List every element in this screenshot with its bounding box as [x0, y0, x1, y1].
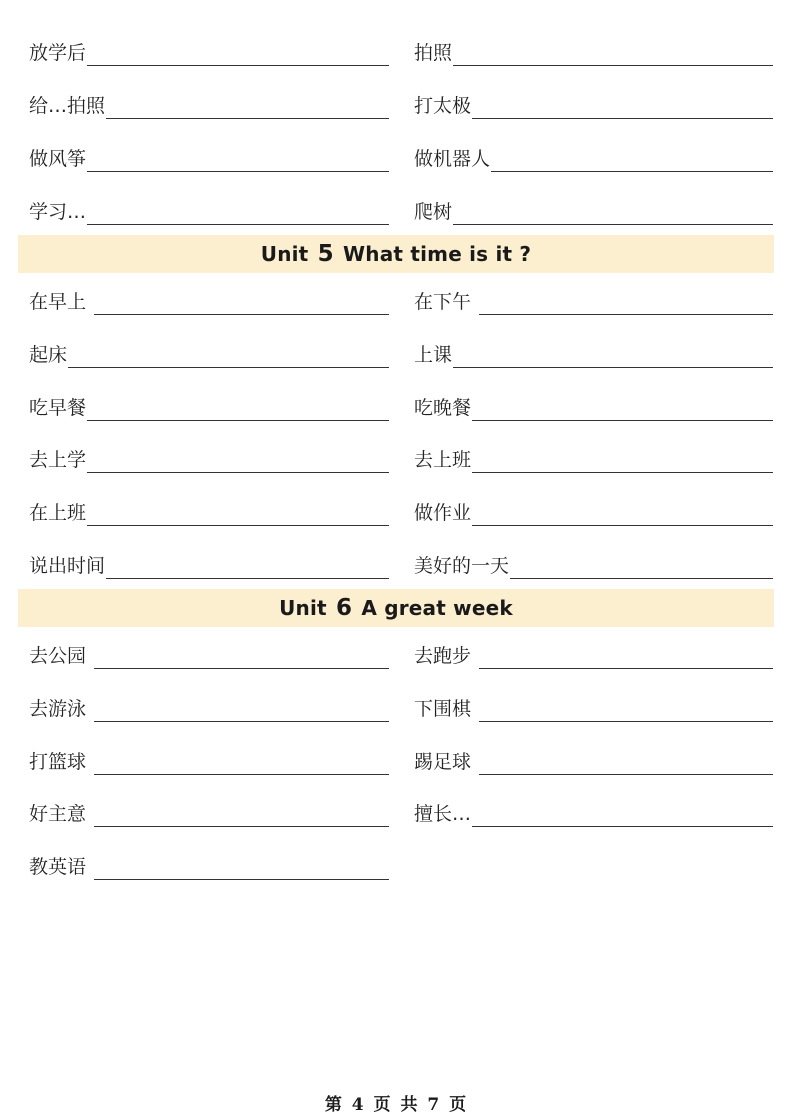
unit6-title-prefix: Unit [279, 596, 327, 620]
answer-blank[interactable] [87, 200, 389, 225]
vocab-label: 去跑步 [414, 645, 472, 667]
answer-blank[interactable] [94, 290, 389, 315]
vocab-row [0, 142, 793, 172]
vocab-label: 在早上 [29, 291, 87, 313]
vocab-item [29, 391, 389, 421]
vocab-label: 吃早餐 [29, 397, 87, 419]
vocab-item [29, 89, 389, 119]
answer-blank[interactable] [94, 802, 389, 827]
unit6-heading [18, 589, 774, 627]
vocab-item [414, 549, 773, 579]
vocab-label: 下围棋 [414, 698, 472, 720]
answer-blank[interactable] [453, 200, 773, 225]
vocab-item [29, 142, 389, 172]
answer-blank[interactable] [87, 501, 389, 526]
vocab-row [0, 797, 793, 827]
answer-blank[interactable] [453, 41, 773, 66]
unit5-title-number: 5 [317, 241, 334, 267]
vocab-label: 起床 [29, 344, 68, 366]
vocab-item [414, 496, 773, 526]
answer-blank[interactable] [472, 448, 773, 473]
vocab-label: 美好的一天 [414, 555, 510, 577]
answer-blank[interactable] [479, 644, 773, 669]
vocab-item [414, 391, 773, 421]
vocab-label: 说出时间 [29, 555, 106, 577]
vocab-row [0, 195, 793, 225]
vocab-item [414, 745, 773, 775]
answer-blank[interactable] [94, 697, 389, 722]
vocab-row [0, 443, 793, 473]
answer-blank[interactable] [94, 855, 389, 880]
vocab-item [414, 195, 773, 225]
vocab-item [29, 496, 389, 526]
vocab-label: 给…拍照 [29, 95, 106, 117]
answer-blank[interactable] [68, 343, 389, 368]
vocab-item [414, 797, 773, 827]
vocab-label: 去游泳 [29, 698, 87, 720]
vocab-item [29, 797, 389, 827]
vocab-item [29, 36, 389, 66]
unit6-title-text: A great week [361, 596, 513, 620]
vocab-label: 做风筝 [29, 148, 87, 170]
answer-blank[interactable] [510, 554, 773, 579]
vocab-row [0, 391, 793, 421]
vocab-label: 好主意 [29, 803, 87, 825]
vocab-item [414, 285, 773, 315]
vocab-item [29, 745, 389, 775]
vocab-item [414, 338, 773, 368]
unit5-title-prefix: Unit [260, 242, 309, 266]
answer-blank[interactable] [472, 94, 773, 119]
vocab-item [29, 639, 389, 669]
answer-blank[interactable] [491, 147, 773, 172]
vocab-item [29, 443, 389, 473]
vocab-label: 做机器人 [414, 148, 491, 170]
vocab-label: 擅长… [414, 803, 472, 825]
vocab-row [0, 496, 793, 526]
answer-blank[interactable] [87, 147, 389, 172]
vocab-label: 学习… [29, 201, 87, 223]
answer-blank[interactable] [479, 697, 773, 722]
vocab-label: 在上班 [29, 502, 87, 524]
vocab-row [0, 639, 793, 669]
vocab-label: 踢足球 [414, 751, 472, 773]
vocab-row [0, 850, 793, 880]
vocab-label: 做作业 [414, 502, 472, 524]
answer-blank[interactable] [479, 290, 773, 315]
vocab-item [29, 549, 389, 579]
vocab-item [29, 692, 389, 722]
answer-blank[interactable] [94, 750, 389, 775]
vocab-row [0, 285, 793, 315]
vocab-item [414, 692, 773, 722]
vocab-item [414, 89, 773, 119]
vocab-label: 上课 [414, 344, 453, 366]
answer-blank[interactable] [472, 802, 773, 827]
vocab-item [414, 142, 773, 172]
vocab-item [414, 36, 773, 66]
unit5-heading [18, 235, 774, 273]
answer-blank[interactable] [87, 448, 389, 473]
vocab-row [0, 745, 793, 775]
answer-blank[interactable] [106, 94, 389, 119]
vocab-label: 放学后 [29, 42, 87, 64]
vocab-row [0, 89, 793, 119]
answer-blank[interactable] [94, 644, 389, 669]
answer-blank[interactable] [472, 501, 773, 526]
answer-blank[interactable] [87, 396, 389, 421]
vocab-label: 打太极 [414, 95, 472, 117]
vocab-label: 在下午 [414, 291, 472, 313]
answer-blank[interactable] [472, 396, 773, 421]
vocab-label: 爬树 [414, 201, 453, 223]
vocab-label: 去上班 [414, 449, 472, 471]
vocab-row [0, 36, 793, 66]
vocab-item [29, 285, 389, 315]
answer-blank[interactable] [87, 41, 389, 66]
vocab-label: 打篮球 [29, 751, 87, 773]
vocab-label: 去上学 [29, 449, 87, 471]
vocab-label: 教英语 [29, 856, 87, 878]
unit5-title-text: What time is it ? [343, 242, 532, 266]
vocab-item [29, 338, 389, 368]
vocab-row [0, 338, 793, 368]
vocab-item [414, 443, 773, 473]
answer-blank[interactable] [479, 750, 773, 775]
vocab-label: 拍照 [414, 42, 453, 64]
unit6-title-number: 6 [335, 595, 353, 621]
vocab-label: 吃晚餐 [414, 397, 472, 419]
answer-blank[interactable] [106, 554, 389, 579]
vocab-label: 去公园 [29, 645, 87, 667]
vocab-row [0, 549, 793, 579]
page-number: 第 4 页 共 7 页 [324, 1095, 469, 1115]
vocab-item [29, 195, 389, 225]
vocab-row [0, 692, 793, 722]
vocab-item [414, 639, 773, 669]
answer-blank[interactable] [453, 343, 773, 368]
vocab-item [29, 850, 389, 880]
